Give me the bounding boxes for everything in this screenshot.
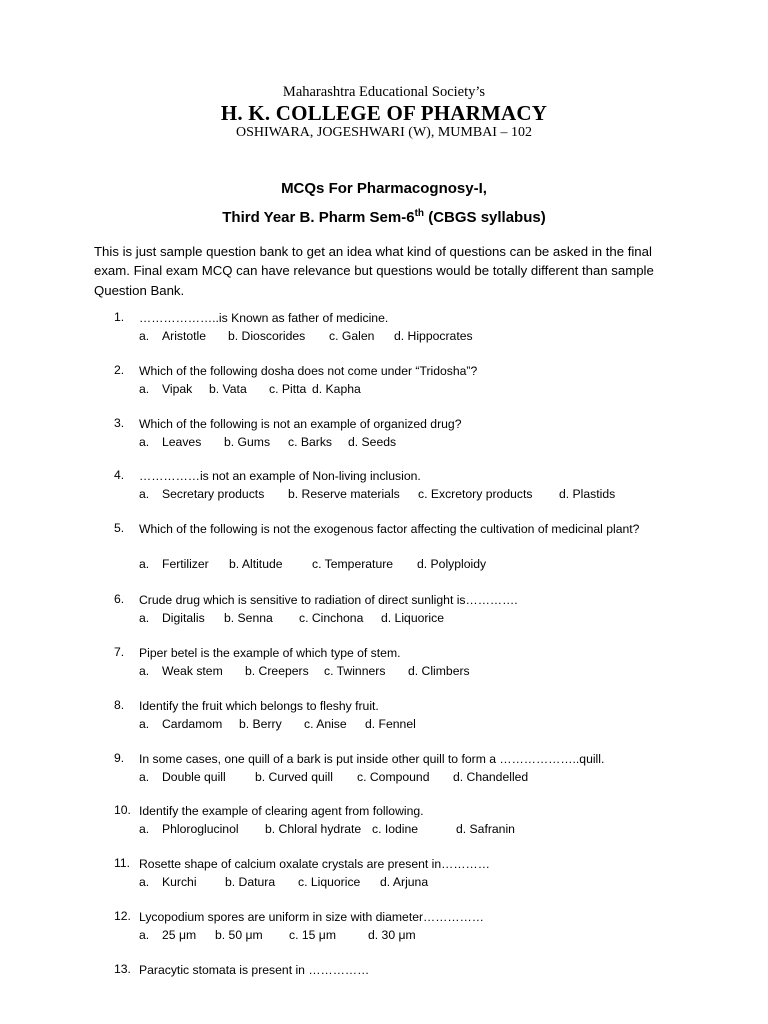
option-marker: a. bbox=[139, 769, 150, 784]
answer-option: Cardamom bbox=[162, 716, 223, 731]
answer-option: c. Pitta bbox=[269, 381, 307, 396]
answer-option: c. Anise bbox=[304, 716, 347, 731]
answer-option: b. Curved quill bbox=[255, 769, 333, 784]
question-number: 11. bbox=[114, 856, 131, 870]
answer-option: Vipak bbox=[162, 381, 193, 396]
answer-option: d. Polyploidy bbox=[417, 557, 487, 571]
question-number: 6. bbox=[114, 592, 125, 606]
option-marker: a. bbox=[139, 486, 150, 501]
option-marker: a. bbox=[139, 434, 150, 449]
question-number: 5. bbox=[114, 521, 125, 535]
answer-option: Aristotle bbox=[162, 328, 207, 343]
answer-option: Fertilizer bbox=[162, 557, 209, 571]
option-marker: a. bbox=[139, 716, 150, 731]
question-number: 10. bbox=[114, 803, 131, 817]
answer-option: b. Reserve materials bbox=[288, 486, 400, 501]
answer-option: c. Cinchona bbox=[299, 610, 364, 625]
answer-option: b. Senna bbox=[224, 610, 273, 625]
answer-option: d. Climbers bbox=[408, 663, 470, 678]
answer-option: c. Liquorice bbox=[298, 874, 361, 889]
question-text: Identify the fruit which belongs to fleshy fruit. bbox=[139, 699, 379, 713]
answer-option: d. Chandelled bbox=[453, 769, 529, 784]
answer-option: b. 50 μm bbox=[215, 927, 263, 942]
answer-option: 25 μm bbox=[162, 927, 197, 942]
option-marker: a. bbox=[139, 663, 150, 678]
question-text: Which of the following is not an example of organized drug? bbox=[139, 417, 462, 431]
option-marker: a. bbox=[139, 381, 150, 396]
question-number: 7. bbox=[114, 645, 125, 659]
answer-option: d. 30 μm bbox=[368, 927, 416, 942]
question-text: Which of the following dosha does not come under “Tridosha”? bbox=[139, 364, 478, 378]
answer-option: Weak stem bbox=[162, 663, 223, 678]
answer-option: b. Berry bbox=[239, 716, 282, 731]
subtitle-main: Third Year B. Pharm Sem-6 bbox=[222, 209, 415, 226]
question-text: Rosette shape of calcium oxalate crystals are present in………… bbox=[139, 857, 490, 871]
question-number: 1. bbox=[114, 310, 125, 324]
question-number: 3. bbox=[114, 416, 125, 430]
question-number: 8. bbox=[114, 698, 125, 712]
answer-option: b. Gums bbox=[224, 434, 271, 449]
answer-option: d. Safranin bbox=[456, 821, 515, 836]
question-number: 2. bbox=[114, 363, 125, 377]
answer-option: c. Temperature bbox=[312, 557, 394, 571]
answer-option: b. Dioscorides bbox=[228, 328, 306, 343]
answer-option: c. Galen bbox=[329, 328, 375, 343]
answer-option: b. Vata bbox=[209, 381, 247, 396]
answer-option: Kurchi bbox=[162, 874, 197, 889]
question-text: Piper betel is the example of which type of stem. bbox=[139, 646, 401, 660]
answer-option: b. Altitude bbox=[229, 557, 283, 571]
college-address: OSHIWARA, JOGESHWARI (W), MUMBAI – 102 bbox=[236, 125, 532, 140]
answer-option: b. Creepers bbox=[245, 663, 309, 678]
answer-option: Double quill bbox=[162, 769, 226, 784]
answer-option: c. Twinners bbox=[324, 663, 386, 678]
question-number: 9. bbox=[114, 751, 125, 765]
answer-option: b. Datura bbox=[225, 874, 276, 889]
document-title: MCQs For Pharmacognosy-I, bbox=[281, 180, 487, 197]
question-number: 4. bbox=[114, 468, 125, 482]
college-name: H. K. COLLEGE OF PHARMACY bbox=[220, 101, 548, 125]
option-marker: a. bbox=[139, 557, 150, 571]
answer-option: d. Liquorice bbox=[381, 610, 445, 625]
answer-option: Leaves bbox=[162, 434, 202, 449]
question-text: Identify the example of clearing agent from following. bbox=[139, 804, 424, 818]
option-marker: a. bbox=[139, 927, 150, 942]
question-text: ……………is not an example of Non-living inclusion. bbox=[139, 469, 421, 483]
answer-option: c. Excretory products bbox=[418, 486, 533, 501]
option-marker: a. bbox=[139, 874, 150, 889]
option-marker: a. bbox=[139, 328, 150, 343]
subtitle-superscript: th bbox=[414, 208, 425, 219]
question-text: Which of the following is not the exogenous factor affecting the cultivation of medicinal plant? bbox=[139, 522, 640, 536]
answer-option: c. 15 μm bbox=[289, 927, 336, 942]
answer-option: c. Compound bbox=[357, 769, 430, 784]
question-number: 13. bbox=[114, 962, 131, 976]
answer-option: c. Iodine bbox=[372, 821, 419, 836]
question-text: Paracytic stomata is present in …………… bbox=[139, 963, 370, 977]
answer-option: Secretary products bbox=[162, 486, 265, 501]
answer-option: d. Seeds bbox=[348, 434, 397, 449]
answer-option: c. Barks bbox=[288, 434, 333, 449]
question-text: Crude drug which is sensitive to radiation of direct sunlight is…………. bbox=[139, 593, 518, 607]
question-text: ………………..is Known as father of medicine. bbox=[139, 311, 389, 325]
option-marker: a. bbox=[139, 610, 150, 625]
answer-option: d. Arjuna bbox=[380, 874, 429, 889]
answer-option: d. Kapha bbox=[312, 381, 361, 396]
answer-option: b. Chloral hydrate bbox=[265, 821, 362, 836]
question-text: In some cases, one quill of a bark is put inside other quill to form a ………………..quill. bbox=[139, 752, 605, 766]
option-marker: a. bbox=[139, 821, 150, 836]
answer-option: Digitalis bbox=[162, 610, 205, 625]
answer-option: d. Hippocrates bbox=[394, 328, 473, 343]
answer-option: d. Fennel bbox=[365, 716, 416, 731]
answer-option: d. Plastids bbox=[559, 486, 616, 501]
society-name: Maharashtra Educational Society’s bbox=[282, 84, 486, 100]
question-number: 12. bbox=[114, 909, 131, 923]
intro-paragraph: This is just sample question bank to get an idea what kind of questions can be asked in the final exam. Final exam MCQ can have relevance but questions would be totally different than sample Question Bank. bbox=[94, 244, 654, 298]
document-subtitle bbox=[0, 209, 768, 226]
answer-option: Phloroglucinol bbox=[162, 821, 239, 836]
subtitle-suffix: (CBGS syllabus) bbox=[424, 209, 546, 226]
question-text: Lycopodium spores are uniform in size with diameter…………… bbox=[139, 910, 484, 924]
